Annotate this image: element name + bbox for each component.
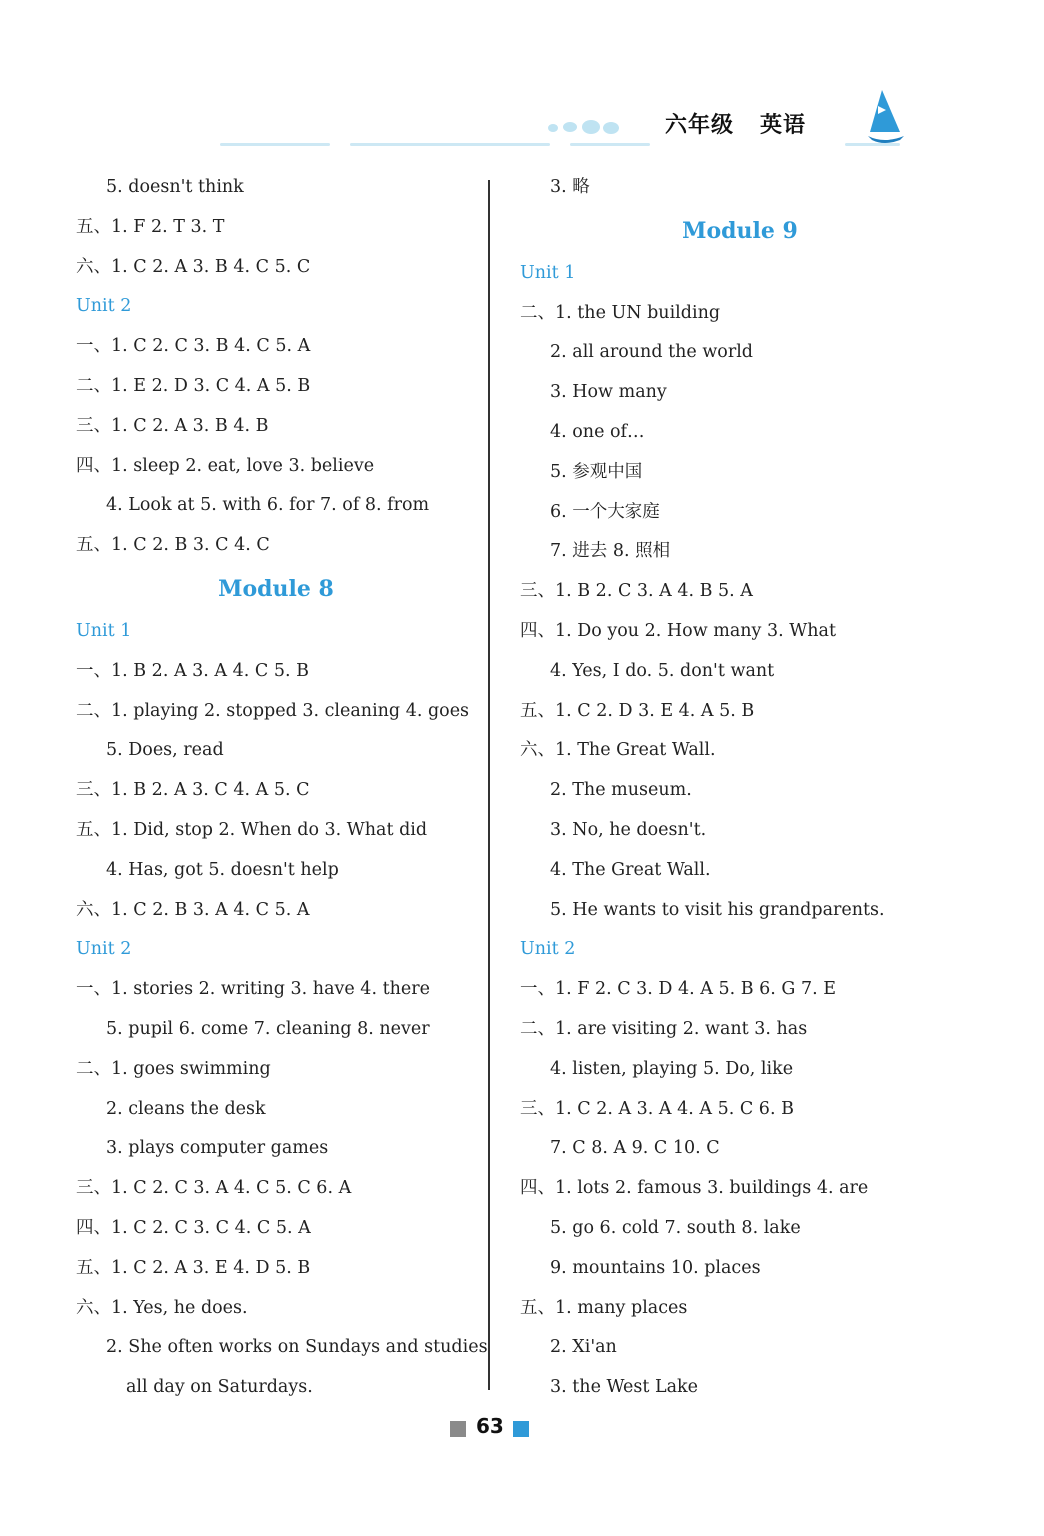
answer-line: 五、1. C 2. A 3. E 4. D 5. B [76, 1257, 311, 1278]
answer-line: 五、1. many places [520, 1297, 688, 1318]
left-answer-column [76, 168, 488, 1408]
answer-line: 六、1. Yes, he does. [76, 1297, 248, 1318]
page-header [0, 0, 1044, 160]
answer-line: 6. 一个大家庭 [550, 501, 660, 522]
answer-line: 3. 略 [550, 177, 590, 197]
answer-line: 五、1. Did, stop 2. When do 3. What did [76, 819, 428, 840]
answer-line: all day on Saturdays. [126, 1377, 313, 1398]
header-bubble-icon [563, 122, 577, 132]
header-decoration-line [350, 143, 550, 146]
header-bubble-icon [548, 124, 558, 132]
module-heading: Module 8 [218, 575, 334, 602]
subject-label: 英语 [760, 113, 807, 138]
answer-line: 5. Does, read [106, 740, 224, 761]
answer-line: 四、1. lots 2. famous 3. buildings 4. are [520, 1178, 869, 1199]
answer-line: 二、1. goes swimming [76, 1058, 271, 1079]
answer-line: 五、1. F 2. T 3. T [76, 216, 225, 237]
answer-line: 3. How many [550, 382, 667, 403]
answer-line: 5. pupil 6. come 7. cleaning 8. never [106, 1018, 430, 1039]
answer-line: 4. listen, playing 5. Do, like [550, 1058, 794, 1079]
answer-line: 4. The Great Wall. [550, 859, 711, 880]
unit-heading: Unit 2 [76, 296, 132, 317]
answer-line: 一、1. F 2. C 3. D 4. A 5. B 6. G 7. E [520, 979, 837, 1000]
answer-line: 二、1. the UN building [520, 302, 721, 323]
answer-line: 三、1. C 2. A 3. B 4. B [76, 415, 269, 436]
answer-line: 二、1. E 2. D 3. C 4. A 5. B [76, 375, 311, 396]
answer-line: 二、1. playing 2. stopped 3. cleaning 4. goes [76, 700, 470, 721]
answer-line: 4. Has, got 5. doesn't help [106, 859, 339, 880]
answer-line: 2. all around the world [550, 342, 753, 363]
answer-line: 2. She often works on Sundays and studies [106, 1337, 488, 1358]
answer-line: 3. No, he doesn't. [550, 819, 707, 840]
unit-heading: Unit 2 [520, 939, 576, 960]
answer-line: 3. the West Lake [550, 1377, 698, 1398]
unit-heading: Unit 1 [76, 620, 132, 641]
answer-line: 二、1. are visiting 2. want 3. has [520, 1018, 808, 1039]
answer-line: 5. doesn't think [106, 177, 244, 197]
page-footer [0, 1414, 1044, 1444]
answer-line: 4. one of… [550, 421, 645, 442]
answer-line: 7. C 8. A 9. C 10. C [550, 1138, 720, 1159]
answer-line: 五、1. C 2. D 3. E 4. A 5. B [520, 700, 755, 721]
page-number: 63 [476, 1414, 504, 1438]
answer-line: 5. go 6. cold 7. south 8. lake [550, 1217, 801, 1238]
unit-heading: Unit 1 [520, 262, 576, 283]
header-bubble-icon [582, 120, 600, 134]
answer-line: 四、1. C 2. C 3. C 4. C 5. A [76, 1217, 311, 1238]
answer-line: 三、1. B 2. A 3. C 4. A 5. C [76, 780, 310, 801]
answer-line: 一、1. B 2. A 3. A 4. C 5. B [76, 660, 309, 681]
sailboat-icon [860, 88, 908, 144]
column-divider [488, 180, 490, 1390]
answer-line: 2. Xi'an [550, 1337, 617, 1358]
answer-line: 三、1. C 2. C 3. A 4. C 5. C 6. A [76, 1178, 352, 1199]
answer-line: 五、1. C 2. B 3. C 4. C [76, 535, 270, 556]
answer-line: 9. mountains 10. places [550, 1257, 761, 1278]
unit-heading: Unit 2 [76, 939, 132, 960]
header-title [665, 108, 806, 139]
answer-line: 2. cleans the desk [106, 1098, 266, 1119]
answer-line: 一、1. stories 2. writing 3. have 4. there [76, 979, 430, 1000]
header-decoration-line [220, 143, 330, 146]
answer-line: 六、1. The Great Wall. [520, 740, 716, 761]
answer-line: 7. 进去 8. 照相 [550, 541, 671, 562]
answer-line: 5. 参观中国 [550, 461, 643, 482]
answer-line: 六、1. C 2. B 3. A 4. C 5. A [76, 899, 310, 920]
module-heading: Module 9 [682, 217, 798, 244]
answer-line: 六、1. C 2. A 3. B 4. C 5. C [76, 256, 311, 277]
answer-line: 3. plays computer games [106, 1138, 329, 1159]
answer-line: 2. The museum. [550, 780, 692, 801]
grade-label: 六年级 [665, 113, 735, 138]
footer-blue-square-icon [513, 1421, 529, 1437]
answer-line: 四、1. Do you 2. How many 3. What [520, 620, 836, 641]
footer-gray-square-icon [450, 1421, 466, 1437]
header-decoration-line [570, 143, 650, 146]
answer-line: 三、1. B 2. C 3. A 4. B 5. A [520, 581, 753, 602]
answer-line: 四、1. sleep 2. eat, love 3. believe [76, 455, 375, 476]
right-answer-column [520, 168, 960, 1408]
answer-line: 4. Yes, I do. 5. don't want [550, 660, 775, 681]
answer-line: 5. He wants to visit his grandparents. [550, 899, 885, 920]
answer-line: 一、1. C 2. C 3. B 4. C 5. A [76, 336, 311, 357]
answer-line: 4. Look at 5. with 6. for 7. of 8. from [106, 495, 430, 516]
header-bubble-icon [603, 122, 619, 134]
answer-line: 三、1. C 2. A 3. A 4. A 5. C 6. B [520, 1098, 794, 1119]
